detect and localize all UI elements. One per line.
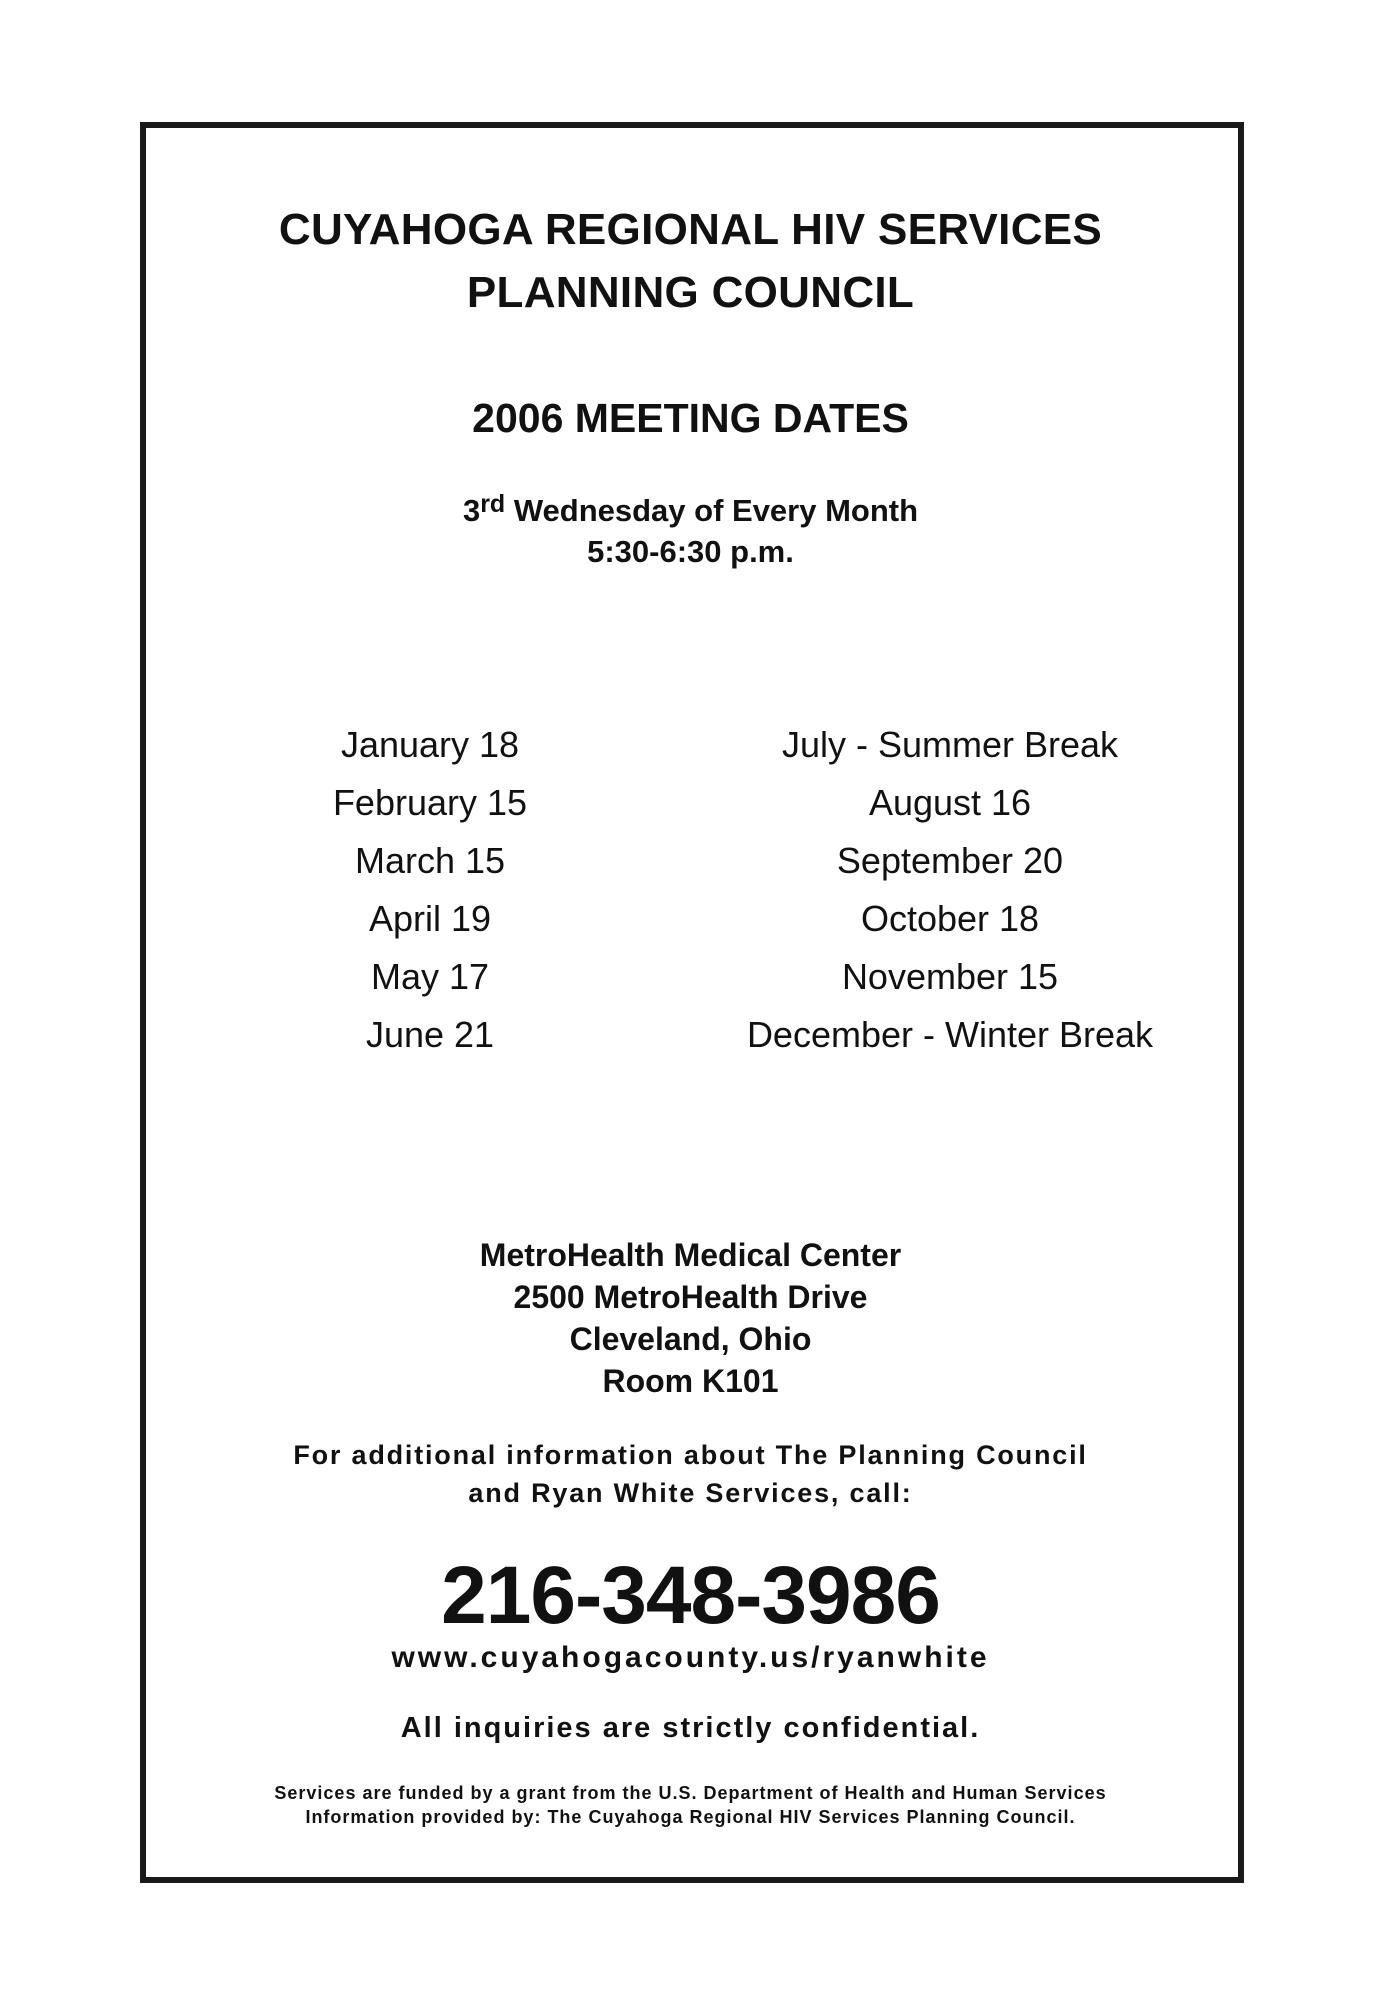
location-address: [0, 1234, 1381, 1402]
location-name: MetroHealth Medical Center: [479, 1237, 902, 1273]
meeting-date: July - Summer Break: [781, 724, 1119, 765]
schedule-ordinal-suffix: rd: [480, 490, 506, 518]
meeting-date: September 20: [836, 840, 1064, 881]
location-city: Cleveland, Ohio: [569, 1321, 812, 1357]
location-room: Room K101: [602, 1363, 779, 1399]
phone-number: 216-348-3986: [441, 1550, 940, 1641]
confidential-notice: All inquiries are strictly confidential.: [400, 1712, 981, 1744]
footer-line-2: Information provided by: The Cuyahoga Regional HIV Services Planning Council.: [305, 1807, 1076, 1827]
location-street: 2500 MetroHealth Drive: [513, 1279, 868, 1315]
contact-info-text: [0, 1436, 1381, 1512]
meeting-date: January 18: [340, 724, 520, 765]
footer-line-1: Services are funded by a grant from the U.S. Department of Health and Human Services: [274, 1783, 1107, 1803]
website-url: www.cuyahogacounty.us/ryanwhite: [391, 1641, 990, 1674]
meeting-date: March 15: [354, 840, 506, 881]
info-line-1: For additional information about The Planning Council: [293, 1440, 1088, 1470]
footer-credits: [0, 1781, 1381, 1829]
title-line-2: PLANNING COUNCIL: [466, 268, 915, 317]
info-line-2: and Ryan White Services, call:: [468, 1478, 913, 1508]
meeting-date: October 18: [860, 898, 1040, 939]
dates-column-right: [700, 716, 1200, 1064]
page-title: [0, 198, 1381, 324]
schedule-day-text: Wednesday of Every Month: [505, 493, 919, 528]
schedule-day: [0, 490, 1381, 531]
schedule-ordinal: 3: [462, 493, 481, 528]
meeting-dates-heading: 2006 MEETING DATES: [472, 395, 909, 441]
meeting-date: December - Winter Break: [746, 1014, 1154, 1055]
meeting-date: April 19: [368, 898, 492, 939]
dates-column-left: [280, 716, 580, 1064]
meeting-date: August 16: [868, 782, 1032, 823]
meeting-date: May 17: [370, 956, 490, 997]
meeting-date: November 15: [841, 956, 1059, 997]
meeting-date: February 15: [332, 782, 528, 823]
title-line-1: CUYAHOGA REGIONAL HIV SERVICES: [278, 205, 1103, 254]
meeting-date: June 21: [365, 1014, 495, 1055]
schedule-info: [0, 490, 1381, 572]
schedule-time: 5:30-6:30 p.m.: [587, 534, 794, 569]
